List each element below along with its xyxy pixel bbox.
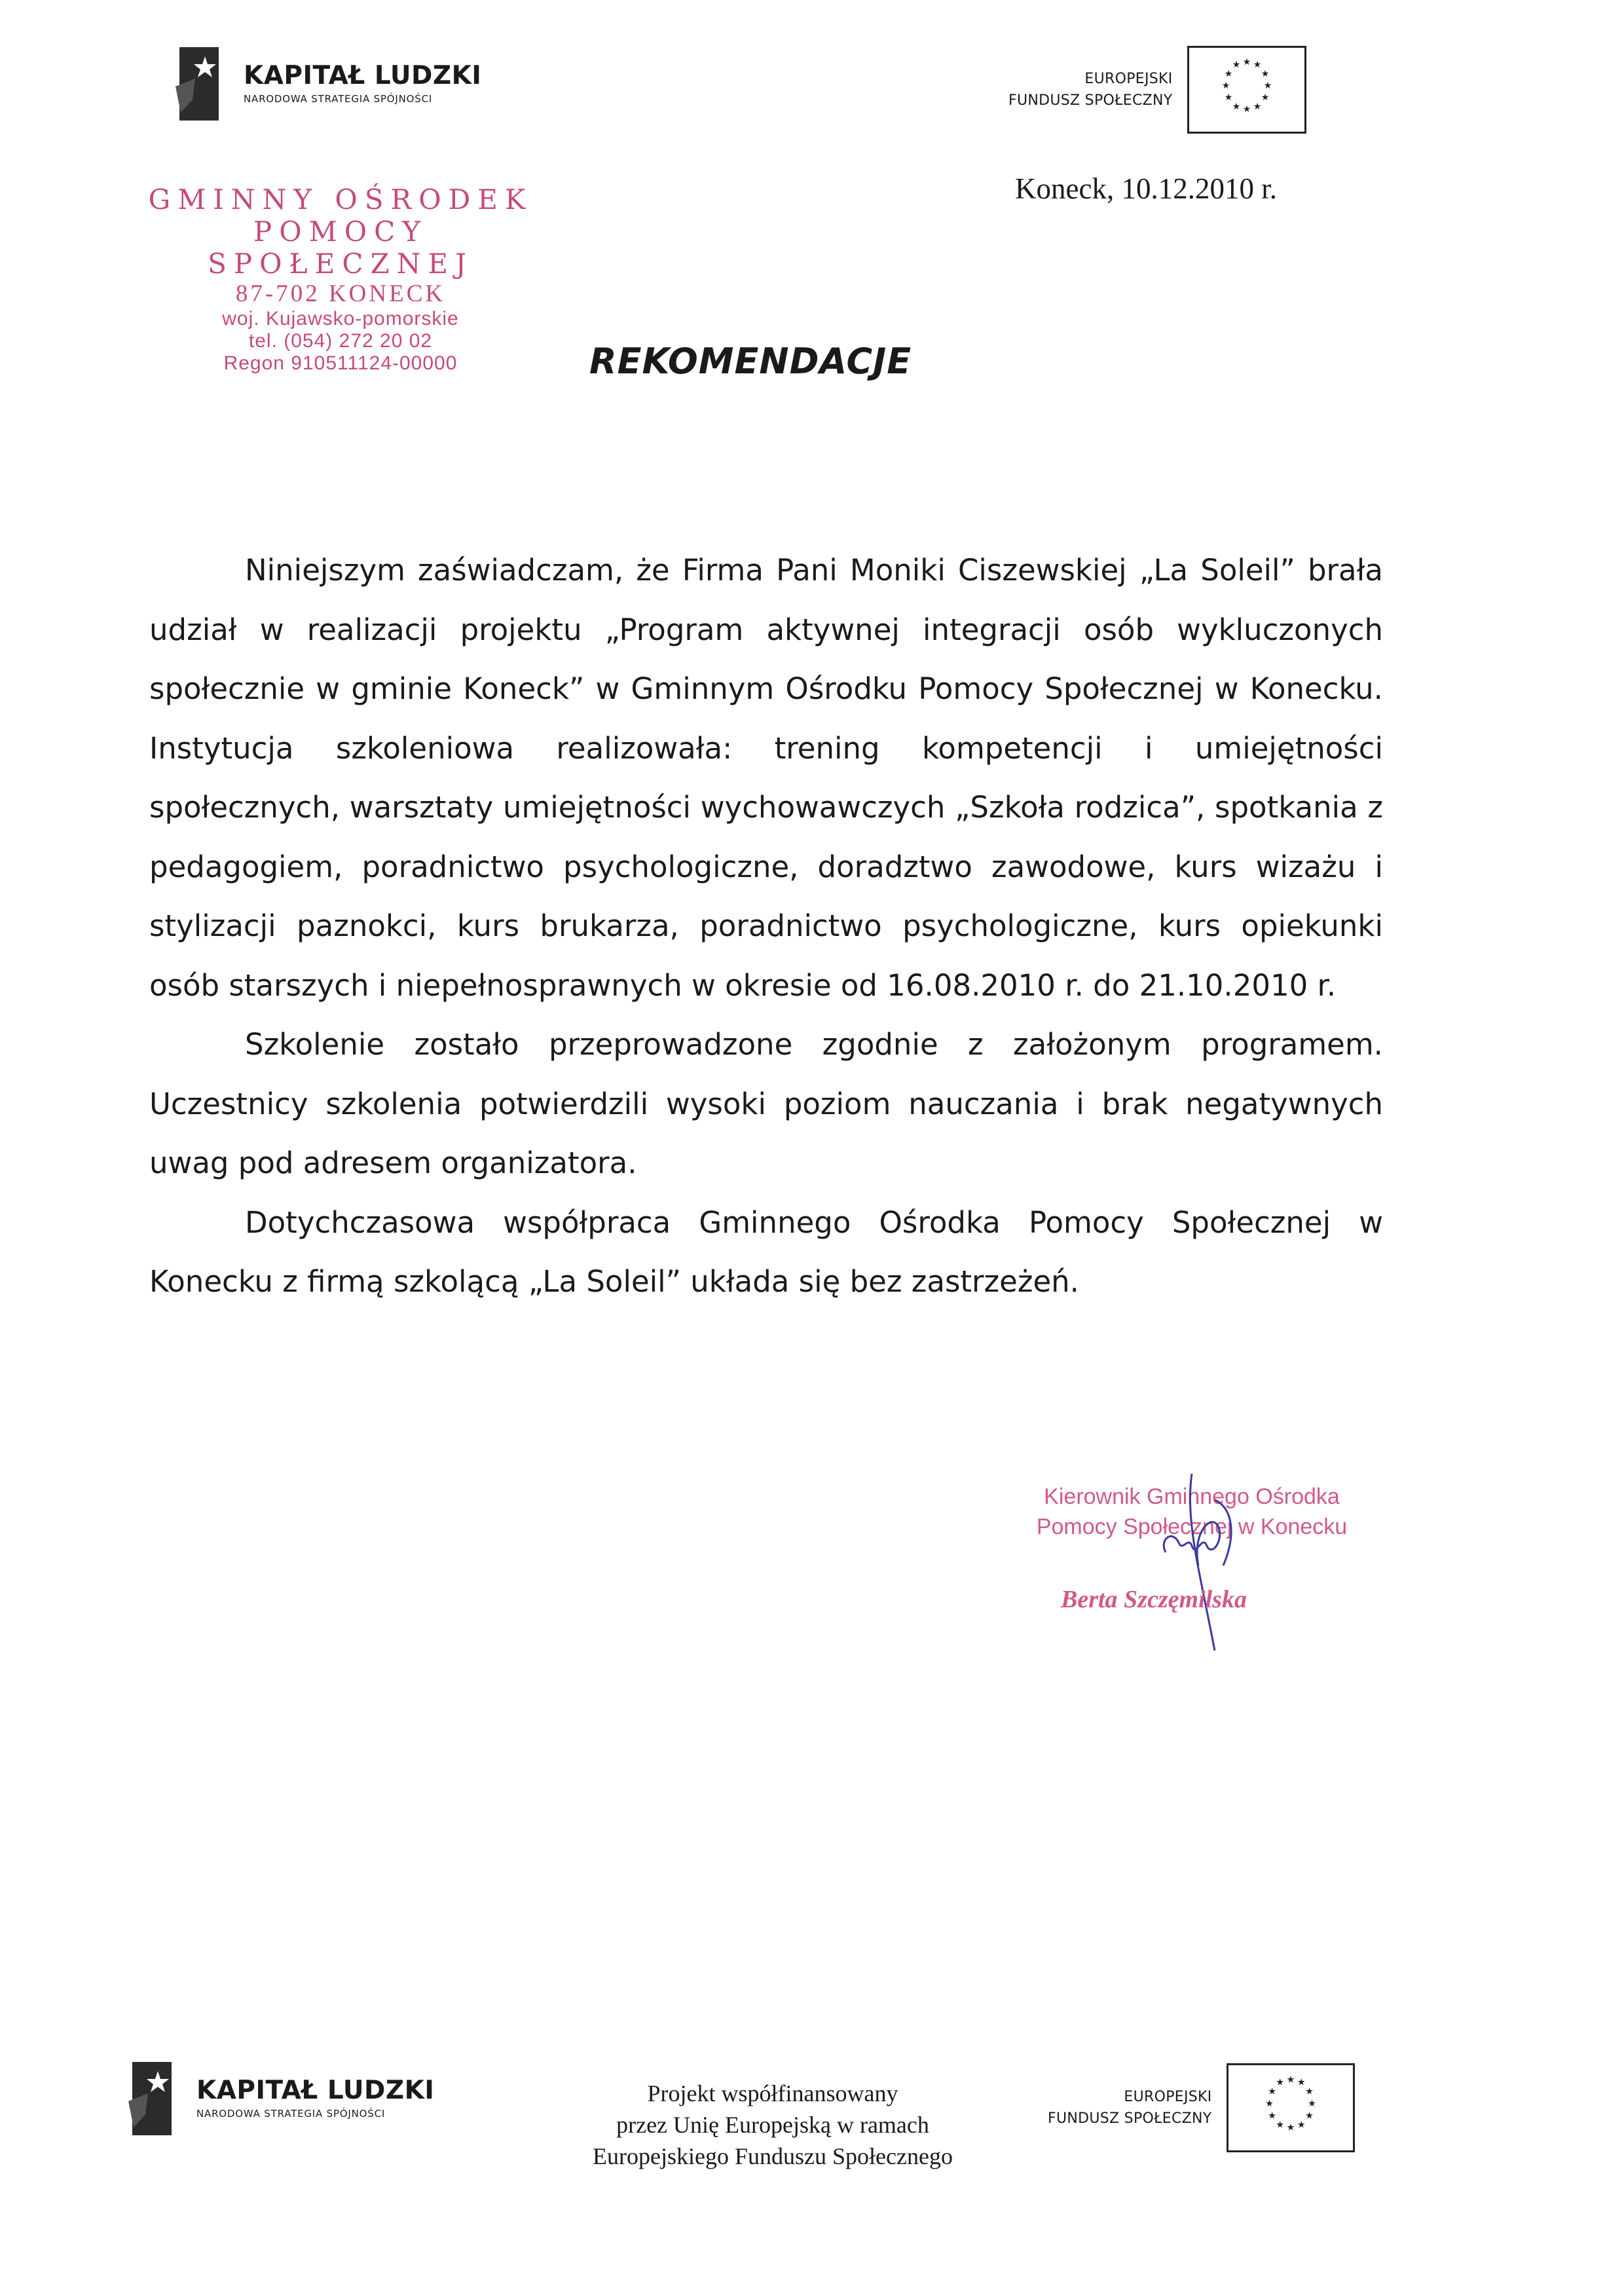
footer-eu-line1: EUROPEJSKI [1124,2089,1212,2105]
paragraph-1: Niniejszym zaświadczam, że Firma Pani Moniki Ciszewskiej „La Soleil” brała udział w realizacji projektu „Program aktywnej integracji osób wykluczonych społecznie w gminie Koneck” w Gminnym Ośrodku Pomocy Społecznej w Konecku. Instytucja szkoleniowa realizowała: trening kompetencji i umiejętności społecznych, warsztaty umiejętności wychowawczych „Szkoła rodzica”, spotkania z pedagogiem, poradnictwo psychologiczne, doradztwo zawodowe, kurs wizażu i stylizacji paznokci, kurs brukarza, poradnictwo psychologiczne, kurs opiekunki osób starszych i niepełnosprawnych w okresie od 16.08.2010 r. do 21.10.2010 r. [149,553,1383,1003]
stamp-line-2: POMOCY SPOŁECZNEJ [208,215,473,280]
paragraph-2: Szkolenie zostało przeprowadzone zgodnie z założonym programem. Uczestnicy szkolenia potwierdzili wysoki poziom nauczania i brak negatywnych uwag pod adresem organizatora. [149,1027,1383,1180]
footer-eu-line2: FUNDUSZ SPOŁECZNY [1048,2110,1212,2127]
kapital-ludzki-subtitle: NARODOWA STRATEGIA SPÓJNOŚCI [244,93,433,105]
stamp-line-6: Regon 910511124-00000 [223,352,458,374]
svg-text:★: ★ [1224,69,1232,79]
svg-text:★: ★ [1307,2098,1316,2109]
eu-flag-icon [1187,46,1306,134]
svg-text:★: ★ [1263,81,1272,91]
svg-text:★: ★ [1297,2120,1306,2131]
svg-text:★: ★ [1232,102,1240,112]
signature-stamp-line-2: Pomocy Społecznej w Konecku [1036,1514,1348,1539]
svg-text:★: ★ [1304,2110,1314,2122]
svg-text:★: ★ [1267,2086,1276,2097]
stamp-line-3: 87-702 KONECK [235,280,446,307]
svg-text:★: ★ [1275,2120,1284,2131]
svg-text:★: ★ [1253,102,1261,112]
stamp-line-1: GMINNY OŚRODEK [148,183,533,215]
footer-cofinancing-note [537,2078,1008,2172]
footer-kapital-ludzki-subtitle: NARODOWA STRATEGIA SPÓJNOŚCI [196,2108,386,2120]
svg-text:★: ★ [1221,81,1230,91]
svg-text:★: ★ [1232,60,1240,70]
svg-text:★: ★ [1242,104,1251,115]
footer-note-line-3: Europejskiego Funduszu Społecznego [593,2143,953,2169]
svg-text:★: ★ [1261,69,1269,79]
footer-note-line-2: przez Unię Europejską w ramach [616,2112,929,2138]
paragraph-3: Dotychczasowa współpraca Gminnego Ośrodka Pomocy Społecznej w Konecku z firmą szkolącą „La Soleil” układa się bez zastrzeżeń. [149,1205,1383,1299]
stamp-line-5: tel. (054) 272 20 02 [248,330,433,352]
stamp-line-4: woj. Kujawsko-pomorskie [222,308,459,329]
handwritten-signature-icon [1153,1461,1251,1657]
svg-text:★: ★ [1275,2077,1284,2088]
footer-kapital-ludzki-title: KAPITAŁ LUDZKI [196,2075,435,2105]
signatory-name: Berta Szczęmilska [1061,1586,1247,1613]
svg-text:★: ★ [1224,92,1232,103]
footer-note-line-1: Projekt współfinansowany [647,2080,898,2106]
eu-fund-logo [1008,46,1306,134]
svg-text:★: ★ [1253,60,1261,70]
svg-text:★: ★ [1261,92,1269,103]
svg-text:★: ★ [1267,2110,1276,2122]
institution-stamp [131,183,550,375]
svg-text:★: ★ [1297,2077,1306,2088]
document-date: Koneck, 10.12.2010 r. [1015,172,1277,205]
kapital-ludzki-logo [175,47,481,121]
footer-eu-fund-logo [1048,2063,1355,2152]
footer-eu-flag-icon [1227,2063,1355,2152]
svg-text:★: ★ [1286,2074,1295,2086]
kapital-ludzki-emblem-icon [175,47,221,121]
svg-text:★: ★ [1242,57,1251,67]
kapital-ludzki-title: KAPITAŁ LUDZKI [244,60,482,90]
svg-text:★: ★ [1304,2086,1314,2097]
signature-stamp-line-1: Kierownik Gminnego Ośrodka [1044,1484,1340,1509]
svg-text:★: ★ [1264,2098,1274,2109]
footer-kapital-ludzki-logo [128,2062,434,2135]
footer-kapital-ludzki-emblem-icon [128,2062,174,2135]
document-title: REKOMENDACJE [589,341,912,382]
eu-line1: EUROPEJSKI [1084,71,1173,87]
letter-body [149,541,1383,1312]
eu-line2: FUNDUSZ SPOŁECZNY [1008,92,1173,109]
svg-text:★: ★ [1286,2122,1295,2133]
